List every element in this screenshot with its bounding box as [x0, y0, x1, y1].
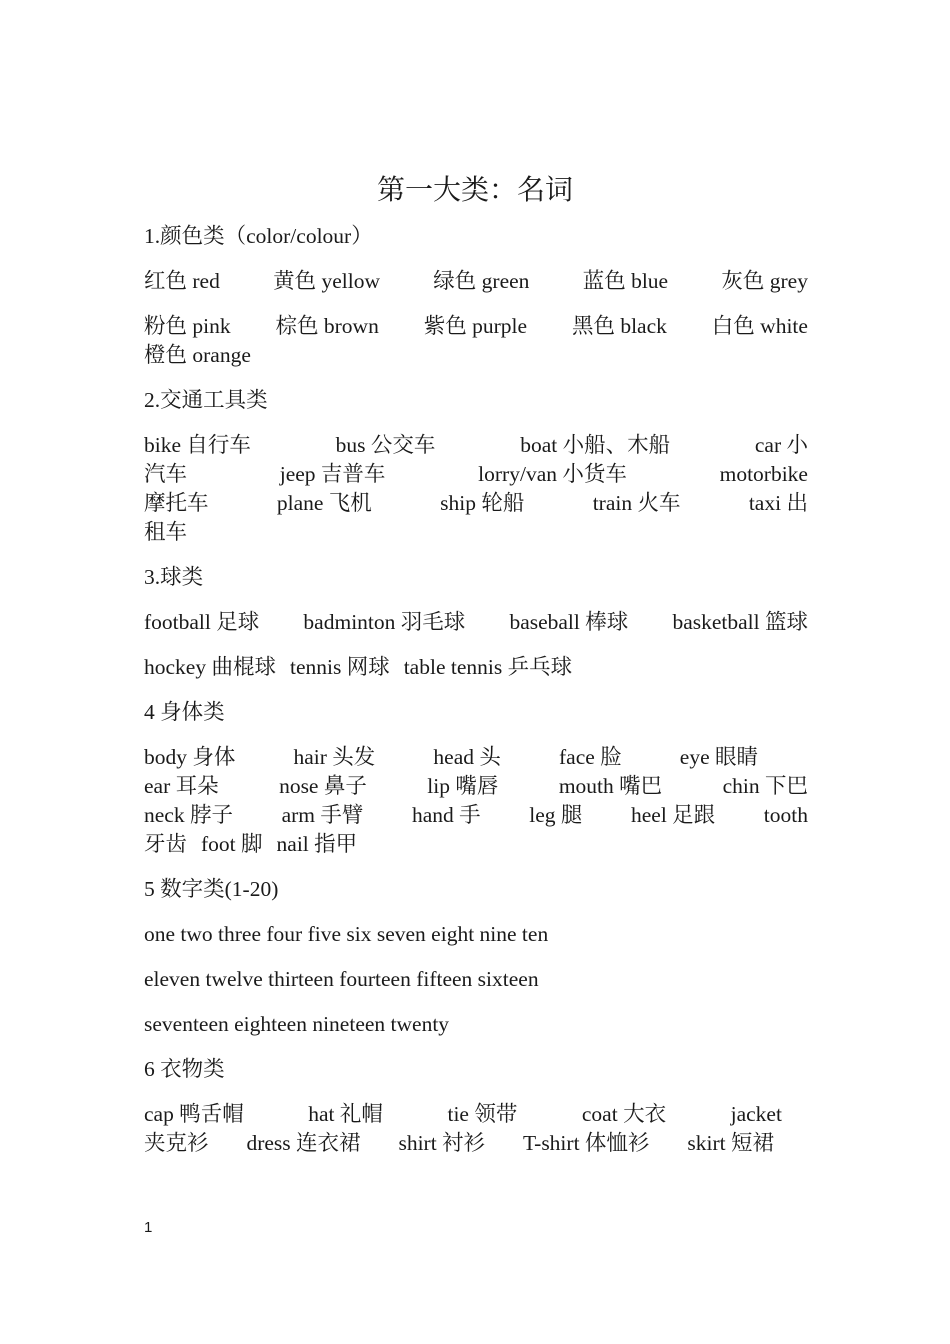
section-heading-colors: 1.颜色类（color/colour）: [144, 224, 373, 248]
vocab-item: 汽车: [144, 462, 188, 486]
page-title: 第一大类：名词: [376, 173, 573, 206]
section-heading-body: 4 身体类: [144, 700, 225, 724]
vocab-item: head 头: [433, 745, 501, 769]
paragraph: [144, 608, 808, 637]
paragraph: [144, 653, 808, 682]
vocab-item: tennis 网球: [289, 655, 390, 679]
vocab-item: 白色 white: [711, 314, 808, 338]
vocab-item: hair 头发: [293, 745, 376, 769]
text-line: [144, 1100, 808, 1129]
paragraph: [144, 1010, 808, 1039]
vocab-item: mouth 嘴巴: [558, 774, 663, 798]
vocab-item: body 身体: [144, 745, 236, 769]
vocab-item: ear 耳朵: [144, 774, 219, 798]
vocab-item: foot 脚: [201, 832, 263, 856]
paragraph: [144, 920, 808, 949]
text-line: [144, 801, 808, 830]
vocab-item: 橙色 orange: [144, 343, 251, 367]
text-line: [144, 608, 808, 637]
text-line: [144, 489, 808, 518]
text-line: [144, 431, 808, 460]
vocab-item: arm 手臂: [281, 803, 364, 827]
vocab-item: 黄色 yellow: [273, 269, 381, 293]
vocab-item: tie 领带: [447, 1102, 518, 1126]
vocab-item: nail 指甲: [276, 832, 358, 856]
vocab-item: car 小: [754, 433, 808, 457]
text-line: [144, 743, 808, 772]
vocab-item: boat 小船、木船: [520, 433, 671, 457]
vocab-item: 蓝色 blue: [582, 269, 669, 293]
vocab-item: 夹克衫: [144, 1131, 209, 1155]
vocab-item: 灰色 grey: [721, 269, 808, 293]
vocab-item: table tennis 乒乓球: [403, 655, 573, 679]
page-number: 1: [144, 1219, 153, 1236]
vocab-item: badminton 羽毛球: [303, 610, 466, 634]
vocab-item: 紫色 purple: [423, 314, 528, 338]
vocab-item: 绿色 green: [433, 269, 530, 293]
text-line: [144, 830, 808, 859]
section-heading-numbers: 5 数字类(1-20): [144, 877, 279, 901]
vocab-item: baseball 棒球: [509, 610, 629, 634]
vocab-item: heel 足跟: [630, 803, 716, 827]
section-heading-transport: 2.交通工具类: [144, 388, 268, 412]
vocab-item: hand 手: [411, 803, 481, 827]
text-line: [144, 653, 808, 682]
vocab-item: tooth: [763, 803, 808, 827]
text-line: [144, 460, 808, 489]
vocab-item: lorry/van 小货车: [478, 462, 627, 486]
paragraph: [144, 743, 808, 859]
paragraph: [144, 1100, 808, 1158]
text-line: seventeen eighteen nineteen twenty: [144, 1012, 450, 1036]
section-heading-clothing: 6 衣物类: [144, 1057, 225, 1081]
vocab-item: cap 鸭舌帽: [144, 1102, 244, 1126]
document-body: [144, 222, 808, 1174]
paragraph: [144, 267, 808, 296]
vocab-item: shirt 衬衫: [398, 1131, 486, 1155]
vocab-item: 牙齿: [144, 832, 188, 856]
vocab-item: skirt 短裙: [687, 1131, 774, 1155]
vocab-item: 红色 red: [144, 269, 220, 293]
paragraph: [144, 312, 808, 370]
vocab-item: 摩托车: [144, 491, 209, 515]
vocab-item: basketball 篮球: [672, 610, 808, 634]
vocab-item: bus 公交车: [335, 433, 436, 457]
vocab-item: jeep 吉普车: [279, 462, 386, 486]
vocab-item: eye 眼睛: [679, 745, 758, 769]
paragraph: [144, 965, 808, 994]
vocab-item: ship 轮船: [440, 491, 525, 515]
vocab-item: 棕色 brown: [275, 314, 379, 338]
vocab-item: jacket: [730, 1102, 782, 1126]
text-line: [144, 1129, 808, 1158]
vocab-item: lip 嘴唇: [427, 774, 499, 798]
text-line: [144, 772, 808, 801]
vocab-item: motorbike: [719, 462, 808, 486]
text-line: [144, 267, 808, 296]
vocab-item: 黑色 black: [571, 314, 667, 338]
text-line: [144, 518, 808, 547]
paragraph: [144, 431, 808, 547]
vocab-item: hockey 曲棍球: [144, 655, 276, 679]
text-line: [144, 341, 808, 370]
section-heading-balls: 3.球类: [144, 565, 204, 589]
vocab-item: chin 下巴: [722, 774, 808, 798]
vocab-item: neck 脖子: [144, 803, 233, 827]
text-line: one two three four five six seven eight nine ten: [144, 922, 549, 946]
vocab-item: face 脸: [559, 745, 622, 769]
vocab-item: T-shirt 体恤衫: [523, 1131, 650, 1155]
vocab-item: plane 飞机: [276, 491, 372, 515]
vocab-item: 粉色 pink: [144, 314, 231, 338]
vocab-item: coat 大衣: [581, 1102, 667, 1126]
vocab-item: hat 礼帽: [308, 1102, 383, 1126]
text-line: eleven twelve thirteen fourteen fifteen sixteen: [144, 967, 539, 991]
vocab-item: 租车: [144, 520, 188, 544]
vocab-item: football 足球: [144, 610, 260, 634]
vocab-item: train 火车: [592, 491, 681, 515]
vocab-item: nose 鼻子: [279, 774, 367, 798]
vocab-item: leg 腿: [529, 803, 583, 827]
vocab-item: bike 自行车: [144, 433, 251, 457]
vocab-item: taxi 出: [748, 491, 808, 515]
vocab-item: dress 连衣裙: [246, 1131, 361, 1155]
text-line: [144, 312, 808, 341]
